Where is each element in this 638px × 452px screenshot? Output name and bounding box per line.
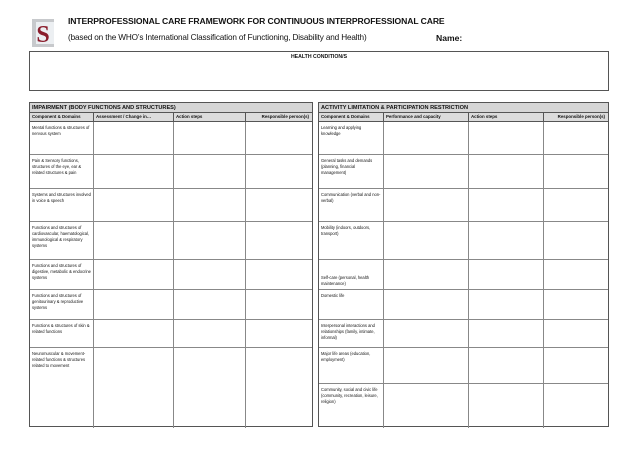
performance-cell[interactable] xyxy=(384,122,469,154)
performance-cell[interactable] xyxy=(384,384,469,428)
activity-column-headers xyxy=(319,113,608,122)
performance-cell[interactable] xyxy=(384,155,469,188)
responsible-person-cell[interactable] xyxy=(246,222,312,259)
action-steps-cell[interactable] xyxy=(469,348,544,383)
performance-cell[interactable] xyxy=(384,260,469,289)
action-steps-cell[interactable] xyxy=(469,189,544,221)
domain-label: Systems and structures involved in voice & speech xyxy=(30,189,94,221)
action-steps-cell[interactable] xyxy=(174,320,246,347)
performance-cell[interactable] xyxy=(384,290,469,319)
column-header: Component & Domains xyxy=(30,113,94,121)
assessment-cell[interactable] xyxy=(94,222,174,259)
responsible-person-cell[interactable] xyxy=(544,122,608,154)
table-row xyxy=(30,260,312,290)
action-steps-cell[interactable] xyxy=(469,290,544,319)
responsible-person-cell[interactable] xyxy=(544,222,608,259)
responsible-person-cell[interactable] xyxy=(246,260,312,289)
assessment-cell[interactable] xyxy=(94,155,174,188)
action-steps-cell[interactable] xyxy=(174,155,246,188)
domain-label: Domestic life xyxy=(319,290,384,319)
name-label: Name: xyxy=(436,33,463,43)
responsible-person-cell[interactable] xyxy=(246,348,312,428)
column-header: Action steps xyxy=(174,113,246,121)
column-header: Responsible person(s) xyxy=(557,114,605,119)
domain-label: General tasks and demands (planning, financial management) xyxy=(319,155,384,188)
health-condition-label: HEALTH CONDITION/S xyxy=(290,54,348,60)
domain-label: Communication (verbal and non-verbal) xyxy=(319,189,384,221)
table-row xyxy=(30,189,312,222)
responsible-person-cell[interactable] xyxy=(544,348,608,383)
domain-label: Learning and applying knowledge xyxy=(319,122,384,154)
form-subtitle: (based on the WHO’s International Classification of Functioning, Disability and Health) xyxy=(68,33,367,42)
action-steps-cell[interactable] xyxy=(174,260,246,289)
activity-title: ACTIVITY LIMITATION & PARTICIPATION RESTRICTION xyxy=(319,103,608,113)
responsible-person-cell[interactable] xyxy=(544,320,608,347)
column-header: Assessment / Change in… xyxy=(94,113,174,121)
table-row xyxy=(319,384,608,428)
responsible-person-cell[interactable] xyxy=(246,189,312,221)
table-row xyxy=(319,348,608,384)
svg-text:S: S xyxy=(36,22,50,48)
action-steps-cell[interactable] xyxy=(174,122,246,154)
assessment-cell[interactable] xyxy=(94,189,174,221)
domain-label: Major life areas (education, employment) xyxy=(319,348,384,383)
assessment-cell[interactable] xyxy=(94,320,174,347)
action-steps-cell[interactable] xyxy=(469,260,544,289)
domain-label: Neuromuscular & movement-related functions & structures related to movement xyxy=(30,348,94,428)
performance-cell[interactable] xyxy=(384,320,469,347)
domain-label: Mental functions & structures of nervous system xyxy=(30,122,94,154)
table-row xyxy=(319,320,608,348)
impairment-title: IMPAIRMENT (BODY FUNCTIONS AND STRUCTURES) xyxy=(30,103,312,113)
table-row xyxy=(30,222,312,260)
table-row xyxy=(319,290,608,320)
action-steps-cell[interactable] xyxy=(174,290,246,319)
responsible-person-cell[interactable] xyxy=(544,260,608,289)
responsible-person-cell[interactable] xyxy=(544,189,608,221)
impairment-panel xyxy=(29,102,313,427)
action-steps-cell[interactable] xyxy=(469,384,544,428)
action-steps-cell[interactable] xyxy=(469,122,544,154)
domain-label: Functions and structures of digestive, metabolic & endocrine systems xyxy=(30,260,94,289)
table-row xyxy=(30,320,312,348)
table-row xyxy=(319,222,608,260)
column-header: Component & Domains xyxy=(319,113,384,121)
performance-cell[interactable] xyxy=(384,189,469,221)
responsible-person-cell[interactable] xyxy=(246,155,312,188)
table-row xyxy=(319,155,608,189)
action-steps-cell[interactable] xyxy=(469,320,544,347)
assessment-cell[interactable] xyxy=(94,290,174,319)
responsible-person-cell[interactable] xyxy=(246,290,312,319)
domain-label: Functions & structures of skin & related functions xyxy=(30,320,94,347)
performance-cell[interactable] xyxy=(384,222,469,259)
domain-label: Functions and structures of genitourinary & reproductive systems xyxy=(30,290,94,319)
responsible-person-cell[interactable] xyxy=(544,384,608,428)
form-title: INTERPROFESSIONAL CARE FRAMEWORK FOR CONTINUOUS INTERPROFESSIONAL CARE xyxy=(68,16,445,26)
action-steps-cell[interactable] xyxy=(174,222,246,259)
domain-label: Functions and structures of cardiovascular, haematological, immunological & respiratory systems xyxy=(30,222,94,259)
domain-label: Pain & Sensory functions, structures of the eye, ear & related structures & pain xyxy=(30,155,94,188)
table-row xyxy=(30,290,312,320)
assessment-cell[interactable] xyxy=(94,260,174,289)
responsible-person-cell[interactable] xyxy=(246,320,312,347)
domain-label: Interpersonal interactions and relationships (family, intimate, informal) xyxy=(319,320,384,347)
performance-cell[interactable] xyxy=(384,348,469,383)
assessment-cell[interactable] xyxy=(94,122,174,154)
column-header: Performance and capacity xyxy=(384,113,469,121)
action-steps-cell[interactable] xyxy=(174,189,246,221)
action-steps-cell[interactable] xyxy=(469,222,544,259)
responsible-person-cell[interactable] xyxy=(246,122,312,154)
table-row xyxy=(319,122,608,155)
table-row xyxy=(319,189,608,222)
domain-label: Community, social and civic life (community, recreation, leisure, religion) xyxy=(319,384,384,428)
domain-label: Self-care (personal, health maintenance) xyxy=(319,260,384,289)
responsible-person-cell[interactable] xyxy=(544,290,608,319)
activity-panel xyxy=(318,102,609,427)
column-header: Action steps xyxy=(469,113,544,121)
impairment-column-headers xyxy=(30,113,312,122)
action-steps-cell[interactable] xyxy=(174,348,246,428)
table-row xyxy=(30,122,312,155)
column-header: Responsible person(s) xyxy=(261,114,309,119)
table-row xyxy=(30,348,312,428)
action-steps-cell[interactable] xyxy=(469,155,544,188)
table-row xyxy=(30,155,312,189)
logo-icon xyxy=(30,18,56,48)
responsible-person-cell[interactable] xyxy=(544,155,608,188)
assessment-cell[interactable] xyxy=(94,348,174,428)
health-condition-box[interactable] xyxy=(29,51,609,91)
domain-label: Mobility (indoors, outdoors, transport) xyxy=(319,222,384,259)
table-row xyxy=(319,260,608,290)
